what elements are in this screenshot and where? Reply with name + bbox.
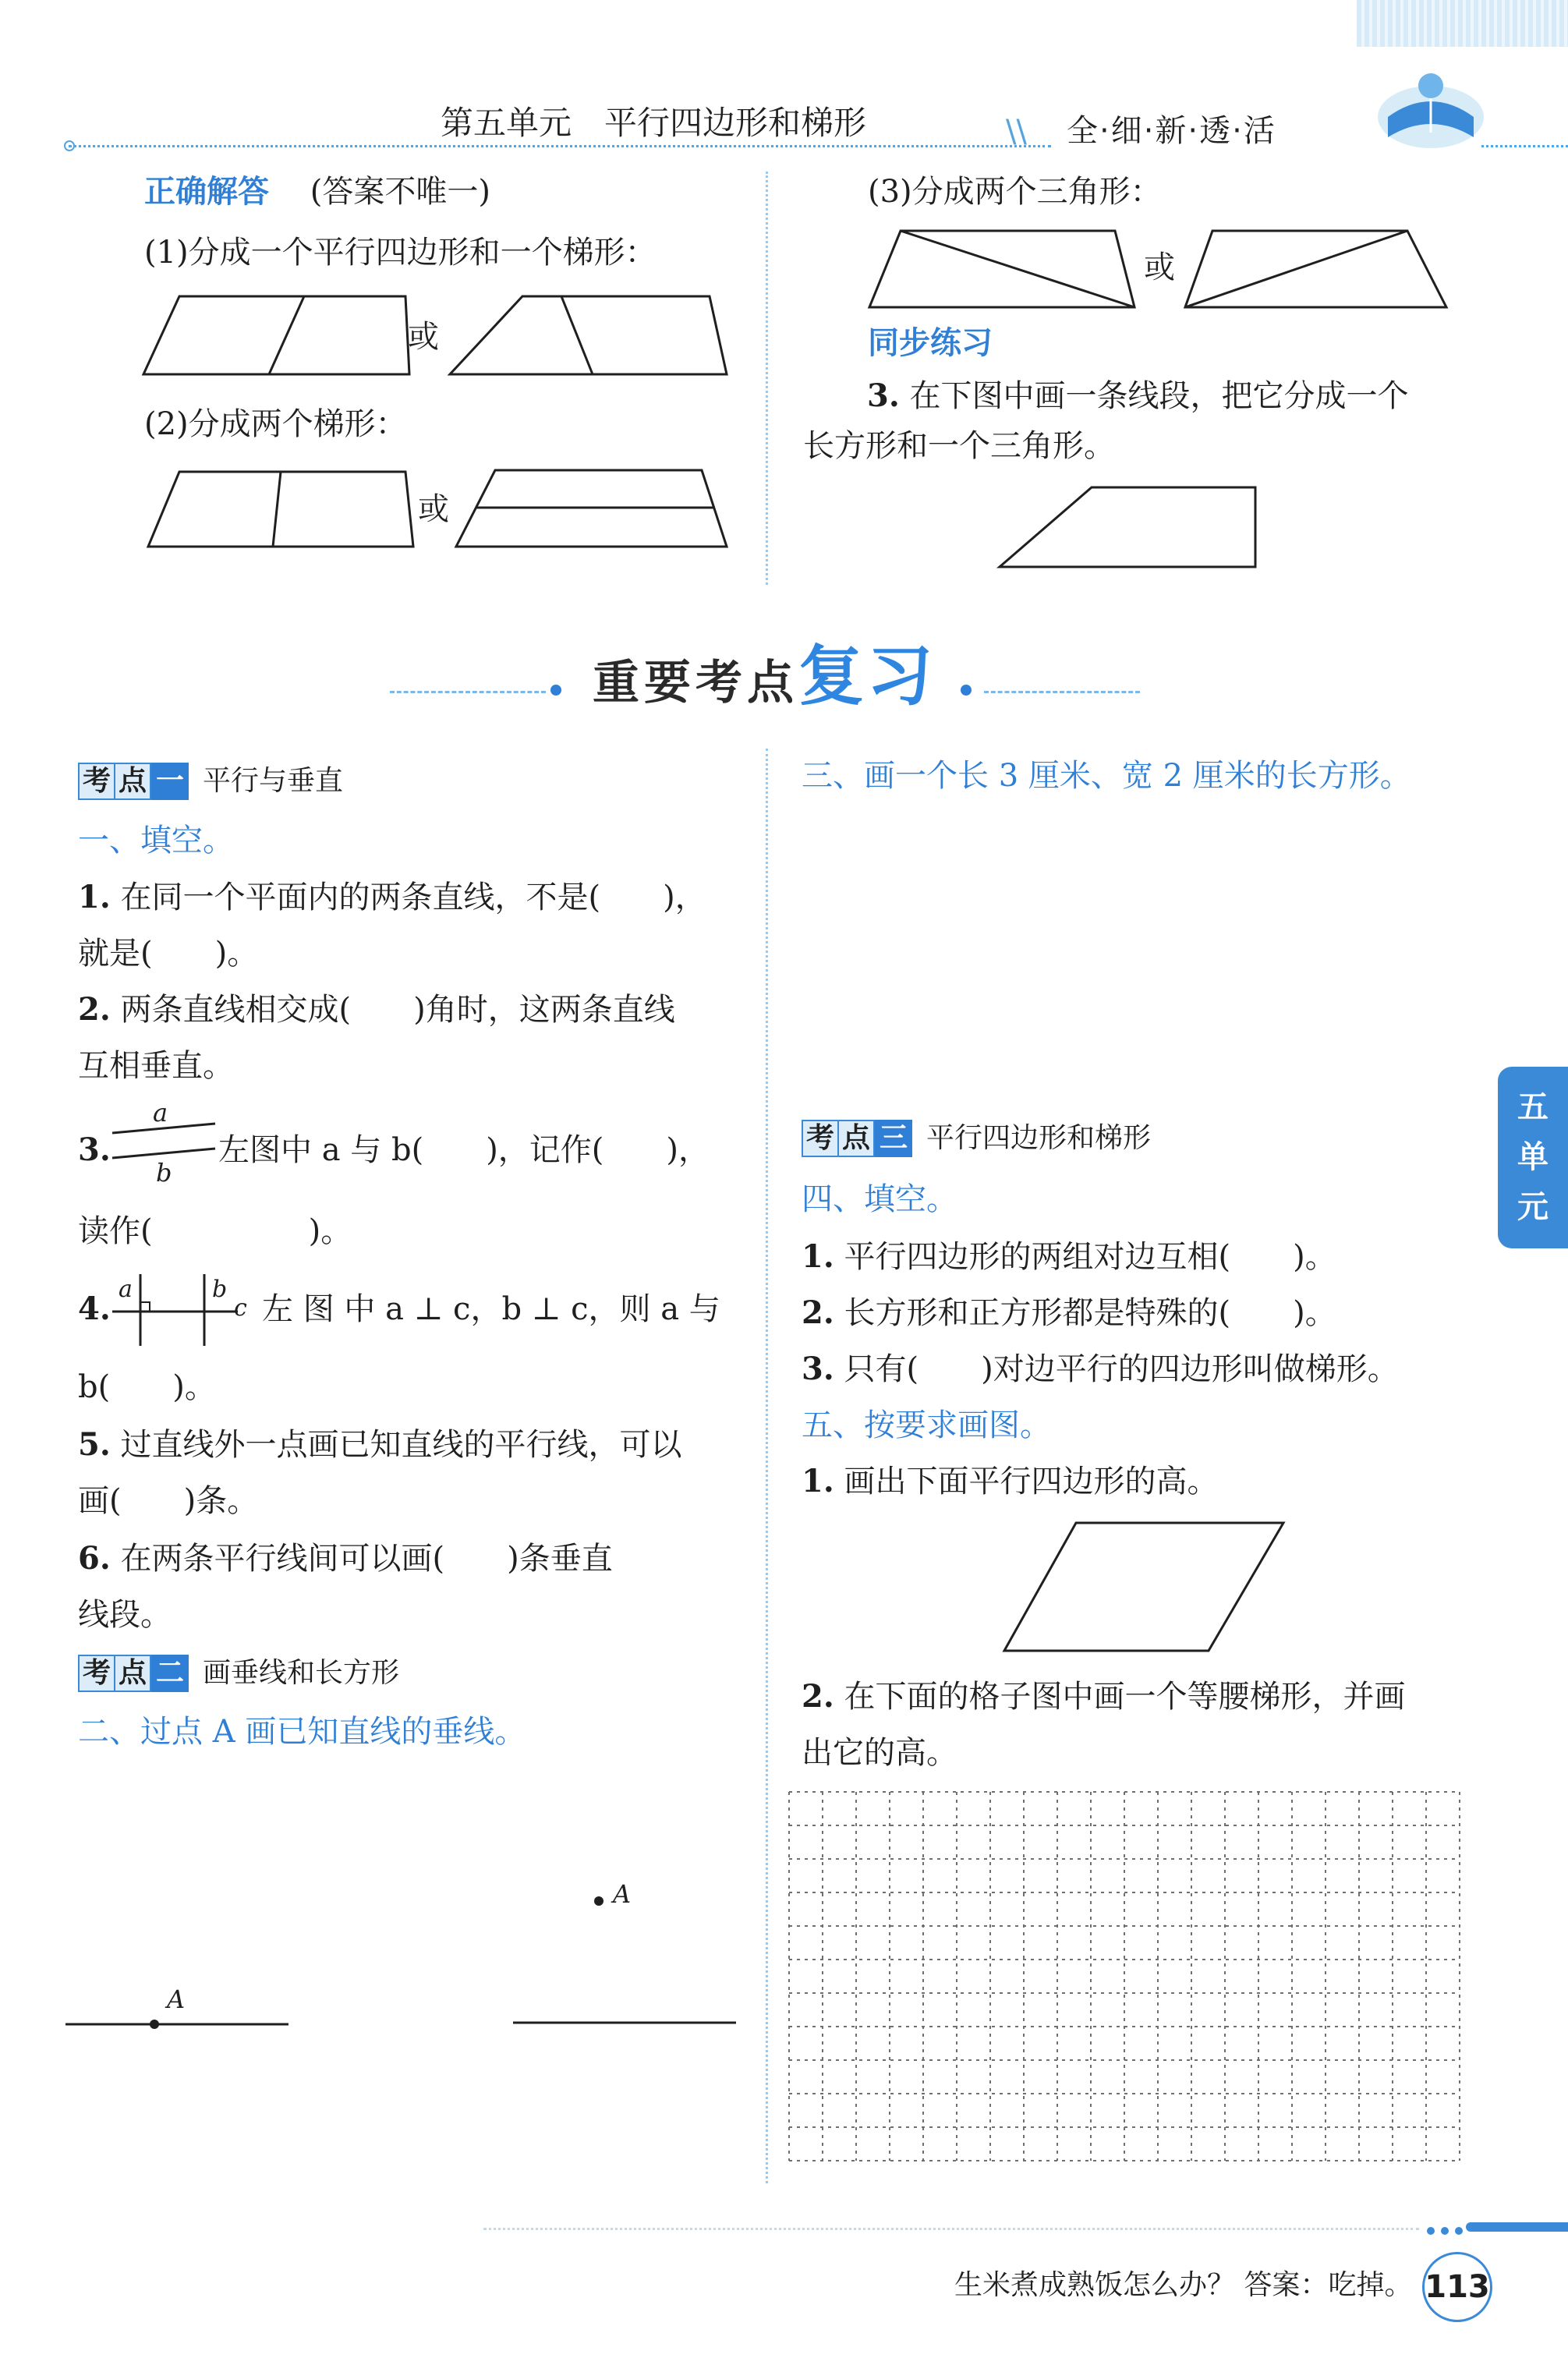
section5-heading: 五、按要求画图。: [802, 1407, 1051, 1443]
answer-note: (答案不唯一): [310, 174, 490, 210]
r2-text: 长方形和正方形都是特殊的( )。: [844, 1295, 1336, 1331]
q6-text1: 在两条平行线间可以画( )条垂直: [120, 1541, 613, 1577]
header-rule-right: [1481, 145, 1568, 147]
sync-figure: [990, 480, 1263, 573]
q1-num: 1.: [78, 879, 111, 915]
tag2-char-b: 点: [115, 1655, 151, 1692]
r2-line: [802, 1291, 1336, 1335]
sync-question-text: 在下图中画一条线段，把它分成一个: [909, 378, 1409, 414]
tag1-char-a: 考: [78, 763, 115, 800]
item2-cut-a: [273, 472, 281, 547]
q1-line2: 就是( )。: [78, 936, 259, 972]
unit-side-tab: [1498, 1067, 1568, 1248]
point-a1-dot: [150, 2020, 159, 2029]
q2-text1: 两条直线相交成( )角时，这两条直线: [120, 992, 675, 1028]
r1-line: [802, 1235, 1336, 1279]
sync-question-line1: [864, 374, 1408, 418]
tag3-char-c: 三: [875, 1120, 912, 1157]
banner-line-left: [390, 691, 546, 693]
q3-label-b: b: [156, 1158, 172, 1188]
tag2-char-c: 二: [151, 1655, 189, 1692]
q5-text1: 过直线外一点画已知直线的平行线，可以: [120, 1427, 682, 1463]
r3-num: 3.: [802, 1351, 834, 1387]
perpendicular-exercise-figure: [62, 1871, 764, 2043]
d1-text: 画出下面平行四边形的高。: [844, 1464, 1219, 1499]
item3-cut-a: [901, 231, 1134, 307]
q3-line-b: [112, 1149, 215, 1158]
parallelogram-figure: [998, 1517, 1294, 1657]
answer-heading: 正确解答: [144, 174, 269, 210]
header-slogan: 全·细·新·透·活: [1067, 113, 1276, 149]
banner-dot-left: [550, 685, 561, 696]
r1-num: 1.: [802, 1238, 834, 1275]
item1-cut-a: [269, 296, 304, 374]
unit-title: 第五单元 平行四边形和梯形: [441, 104, 867, 142]
tag1-char-c: 一: [151, 763, 189, 800]
q5-line2: 画( )条。: [78, 1483, 259, 1519]
item3-text: (3)分成两个三角形：: [868, 174, 1162, 210]
d2-num: 2.: [802, 1678, 834, 1715]
side-tab-char-2: 单: [1517, 1139, 1549, 1175]
r2-num: 2.: [802, 1294, 834, 1331]
q4-line2: b( )。: [78, 1369, 216, 1405]
item3-trapezoid-b: [1185, 231, 1446, 307]
header-rule: [69, 145, 1051, 147]
banner-line-right: [984, 691, 1140, 693]
r3-line: [802, 1347, 1399, 1391]
banner-dot-right: [961, 685, 972, 696]
tag3-char-a: 考: [802, 1120, 839, 1157]
banner-text-big: 复习: [798, 638, 936, 714]
sync-trapezoid: [1000, 487, 1255, 567]
footer-dots: [1427, 2223, 1469, 2238]
section2-heading: 二、过点 A 画已知直线的垂线。: [78, 1714, 526, 1750]
q6-line2: 线段。: [78, 1597, 172, 1633]
q5-line1: [78, 1423, 681, 1467]
page-number: 113: [1422, 2252, 1492, 2322]
dotted-grid: [786, 1789, 1474, 2168]
section3-heading: 三、画一个长 3 厘米、宽 2 厘米的长方形。: [802, 758, 1411, 794]
sync-question-num: 3.: [867, 377, 900, 414]
tag-kaodian-2: [78, 1655, 402, 1691]
r3-text: 只有( )对边平行的四边形叫做梯形。: [844, 1351, 1399, 1387]
d1-line: [802, 1460, 1218, 1503]
point-a2-label: A: [613, 1879, 632, 1909]
q3-text1: 左图中 a 与 b( )，记作( )，: [218, 1132, 710, 1168]
tag-kaodian-3: [802, 1121, 1154, 1156]
d2-line2: 出它的高。: [802, 1735, 957, 1771]
item2-text: (2)分成两个梯形：: [144, 406, 407, 442]
column-divider-bottom: [766, 749, 768, 2183]
or-text-3: 或: [1144, 250, 1175, 285]
r1-text: 平行四边形的两组对边互相( )。: [844, 1239, 1336, 1275]
side-tab-char-3: 元: [1517, 1189, 1549, 1225]
d2-text1: 在下面的格子图中画一个等腰梯形，并画: [844, 1679, 1406, 1715]
q4-label-a: a: [119, 1276, 133, 1303]
sync-question-line2: 长方形和一个三角形。: [803, 428, 1115, 464]
tag2-char-a: 考: [78, 1655, 115, 1692]
q4-num: 4.: [78, 1290, 111, 1327]
q1-line1: [78, 876, 706, 919]
q3-line2: 读作( )。: [78, 1213, 352, 1249]
tag2-title: 画垂线和长方形: [203, 1657, 400, 1689]
tag1-title: 平行与垂直: [203, 765, 344, 797]
q2-line1: [78, 988, 675, 1032]
sync-heading: 同步练习: [868, 325, 993, 361]
q1-text1: 在同一个平面内的两条直线，不是( )，: [120, 880, 706, 915]
or-text-2: 或: [418, 491, 449, 527]
q4-right-angle-mark: [140, 1302, 150, 1312]
q6-line1: [78, 1537, 613, 1581]
tag3-char-b: 点: [839, 1120, 875, 1157]
q4-label-c: c: [234, 1294, 247, 1322]
section4-heading: 四、填空。: [802, 1181, 957, 1217]
item3-trapezoid-a: [869, 231, 1134, 307]
or-text-1: 或: [408, 319, 439, 355]
tag1-char-b: 点: [115, 763, 151, 800]
banner-text-main: 重要考点: [593, 656, 798, 710]
q4-label-b: b: [212, 1276, 228, 1303]
parallelogram: [1004, 1523, 1283, 1651]
point-a2-dot: [594, 1896, 603, 1906]
q5-num: 5.: [78, 1426, 111, 1463]
header-slash-icon: \\: [1006, 114, 1027, 150]
item1-cut-b: [561, 296, 593, 374]
section1-heading: 一、填空。: [78, 823, 234, 859]
header-decoration: [1357, 0, 1568, 47]
footer-bar: [1466, 2222, 1568, 2232]
side-tab-char-1: 五: [1517, 1089, 1549, 1125]
item1-text: (1)分成一个平行四边形和一个梯形：: [144, 235, 657, 271]
item3-cut-b: [1185, 231, 1407, 307]
item1-trapezoid-a: [143, 296, 409, 374]
q2-line2: 互相垂直。: [78, 1048, 234, 1084]
q4-text1: 左 图 中 a ⊥ c，b ⊥ c，则 a 与: [262, 1291, 720, 1327]
q3-label-a: a: [153, 1098, 168, 1128]
column-divider-top: [766, 172, 768, 585]
q3-num: 3.: [78, 1131, 111, 1168]
review-banner: [593, 624, 936, 714]
point-a1-label: A: [167, 1984, 186, 2014]
d1-num: 1.: [802, 1463, 834, 1499]
tag3-title: 平行四边形和梯形: [926, 1122, 1152, 1154]
tag-kaodian-1: [78, 763, 346, 799]
q2-num: 2.: [78, 991, 111, 1028]
d2-line1: [802, 1675, 1405, 1719]
q6-num: 6.: [78, 1540, 111, 1577]
book-logo-icon: [1372, 62, 1489, 156]
footer-rule: [483, 2228, 1419, 2230]
answer-heading-row: [144, 170, 490, 214]
footer-riddle: 生米煮成熟饭怎么办？ 答案：吃掉。: [954, 2269, 1413, 2301]
